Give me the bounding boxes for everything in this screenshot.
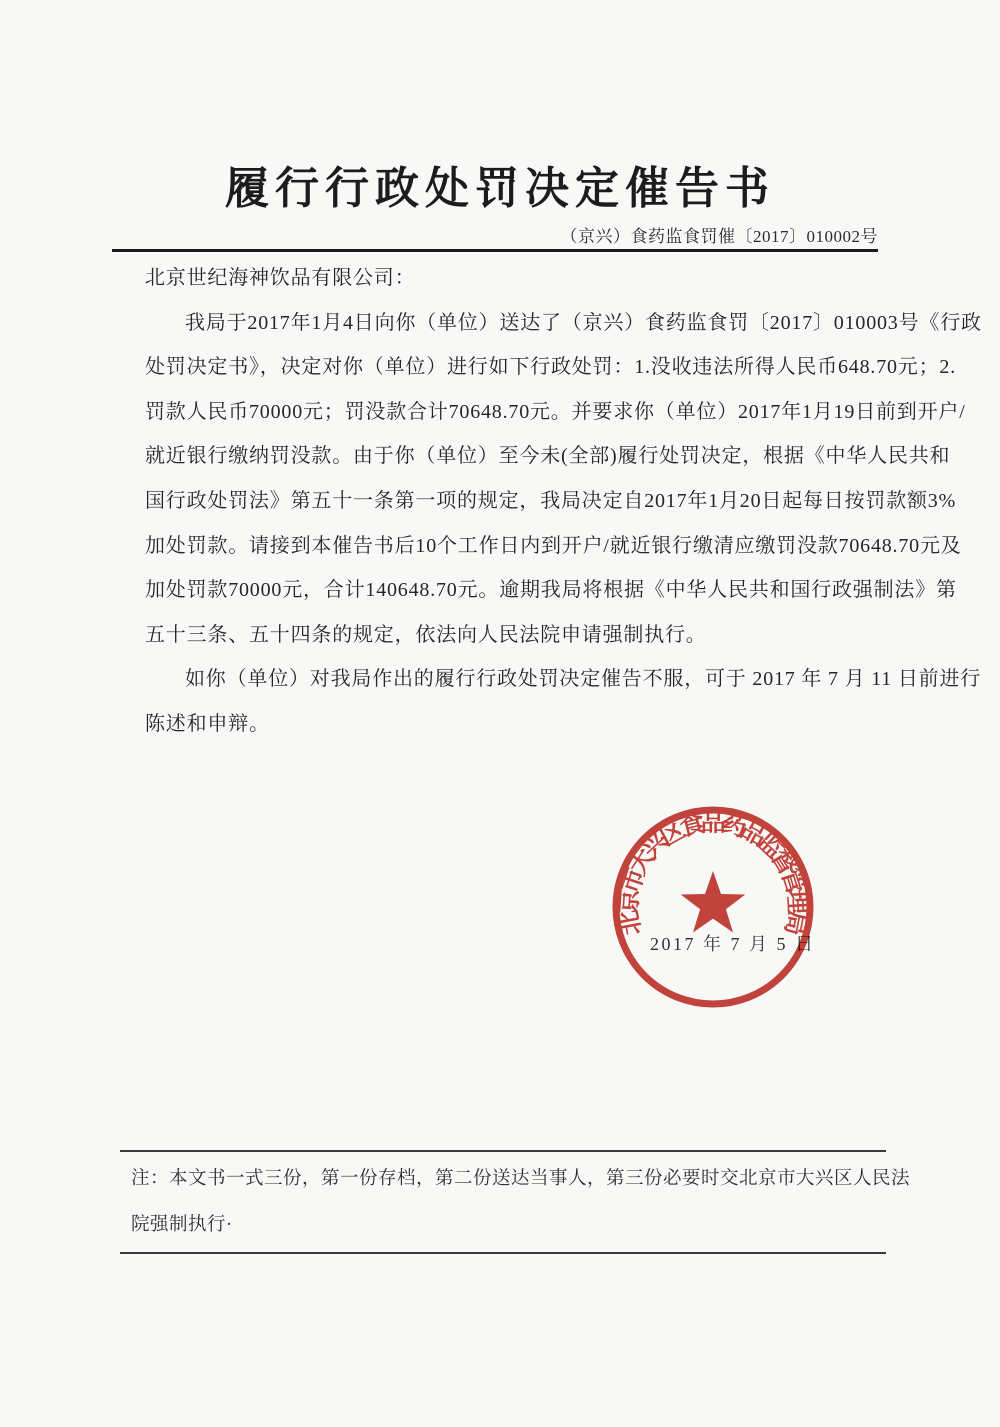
issue-date: 2017 年 7 月 5 日 — [650, 934, 816, 954]
body-line: 国行政处罚法》第五十一条第一项的规定，我局决定自2017年1月20日起每日按罚款额3% — [145, 489, 957, 512]
seal-ring — [616, 810, 810, 1004]
document-body — [145, 256, 982, 747]
footer-divider-top — [120, 1150, 886, 1152]
body-line: 罚款人民币70000元；罚没款合计70648.70元。并要求你（单位）2017年1月19日前到开户/ — [145, 400, 966, 423]
footer-note — [131, 1156, 911, 1248]
svg-text:北京市大兴区食品药品监督管理局 — [613, 809, 811, 938]
seal-star-icon — [681, 871, 746, 933]
footer-divider-bottom — [120, 1252, 886, 1254]
official-seal — [608, 802, 818, 1012]
body-line: 五十三条、五十四条的规定，依法向人民法院申请强制执行。 — [145, 623, 707, 646]
footer-note-line: 院强制执行· — [131, 1215, 233, 1235]
body-line: 陈述和申辩。 — [145, 712, 270, 735]
body-line: 如你（单位）对我局作出的履行行政处罚决定催告不服，可于 2017 年 7 月 11 日前进行 — [185, 668, 982, 691]
body-line: 处罚决定书》，决定对你（单位）进行如下行政处罚：1.没收违法所得人民币648.70元；2. — [145, 356, 956, 379]
body-line: 加处罚款70000元，合计140648.70元。逾期我局将根据《中华人民共和国行政强制法》第 — [145, 579, 957, 602]
header-divider-line — [112, 249, 878, 252]
seal-text: 北京市大兴区食品药品监督管理局 — [615, 809, 811, 938]
body-line: 加处罚款。请接到本催告书后10个工作日内到开户/就近银行缴清应缴罚没款70648.70元及 — [145, 534, 962, 557]
footer-note-line: 注：本文书一式三份，第一份存档，第二份送达当事人，第三份必要时交北京市大兴区人民法 — [131, 1169, 911, 1189]
recipient-line: 北京世纪海神饮品有限公司： — [145, 267, 416, 289]
body-line: 就近银行缴纳罚没款。由于你（单位）至今未(全部)履行处罚决定，根据《中华人民共和 — [145, 445, 951, 468]
document-title: 履行行政处罚决定催告书 — [225, 164, 775, 213]
body-line: 我局于2017年1月4日向你（单位）送达了（京兴）食药监食罚〔2017〕010003号《行政 — [185, 311, 982, 334]
document-number: （京兴）食药监食罚催〔2017〕010002号 — [560, 227, 878, 246]
